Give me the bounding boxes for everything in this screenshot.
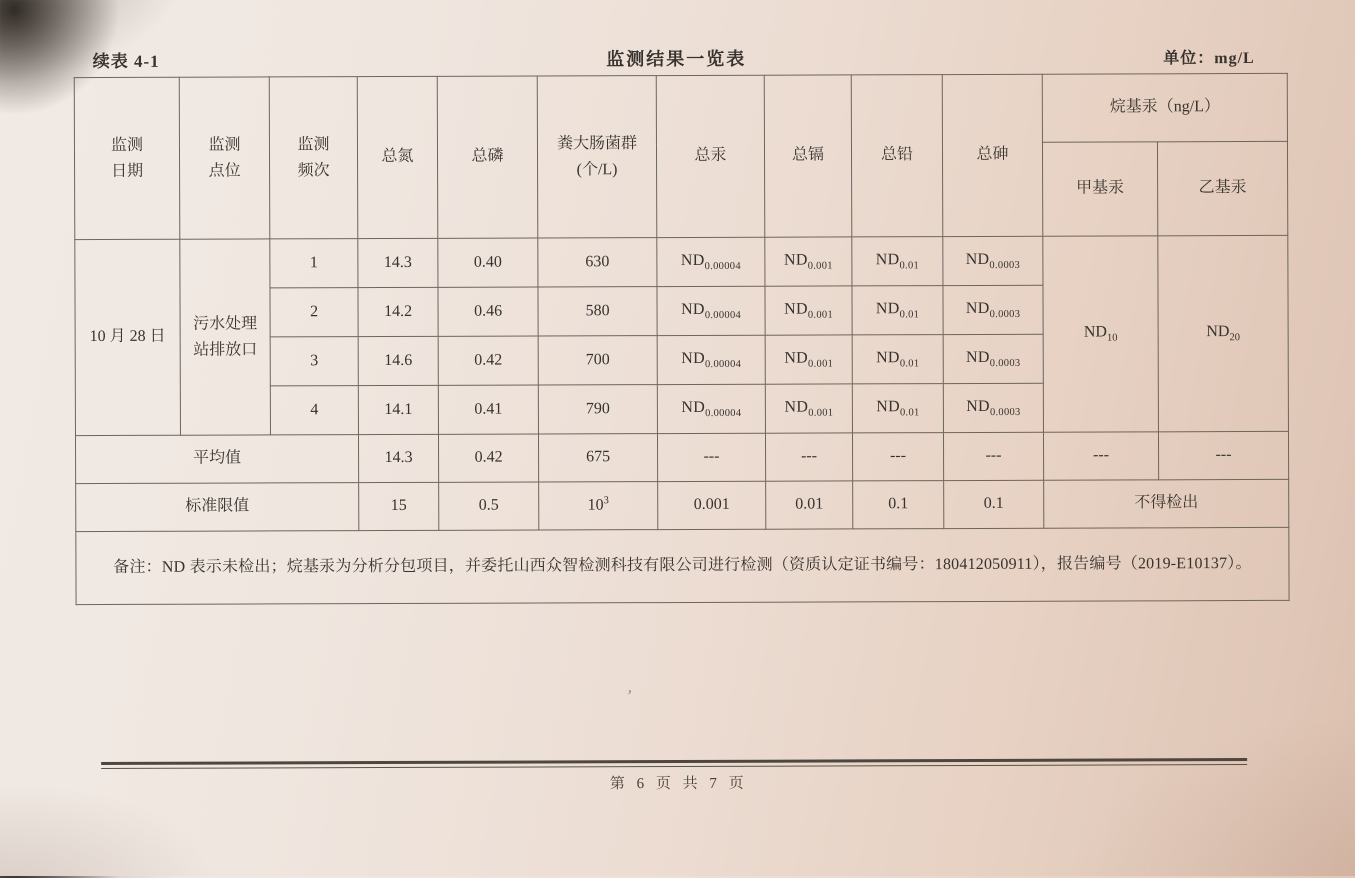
total-mercury-cell [657, 237, 765, 286]
nd-value: ND [784, 349, 809, 367]
total-arsenic-cell [943, 334, 1043, 383]
fecal-coliform-cell: 630 [538, 238, 657, 287]
nd-value: ND [783, 251, 808, 269]
total-arsenic-cell [943, 383, 1043, 432]
nd-detection-limit: 10 [1106, 332, 1118, 344]
total-nitrogen-cell: 14.1 [358, 385, 438, 434]
nd-detection-limit: 20 [1229, 332, 1240, 344]
nd-detection-limit: 0.001 [807, 260, 833, 272]
average-total-cadmium: --- [765, 433, 852, 481]
nd-detection-limit: 0.001 [808, 358, 834, 370]
col-header-date [74, 77, 180, 239]
point-cell-line1: 污水处理 [193, 315, 258, 333]
nd-value: ND [875, 250, 900, 269]
col-header-date-line2: 日期 [111, 162, 144, 180]
nd-detection-limit: 0.0003 [989, 406, 1021, 418]
limit-label: 标准限值 [76, 483, 359, 532]
average-total-mercury: --- [657, 433, 765, 481]
sample-row-1 [75, 235, 1288, 288]
paper-mark: ‚ [625, 675, 636, 697]
total-mercury-cell [657, 286, 765, 335]
nd-detection-limit: 0.01 [899, 407, 920, 419]
limit-alkyl-mercury: 不得检出 [1044, 479, 1289, 528]
methyl-mercury-cell [1043, 236, 1159, 432]
nd-detection-limit: 0.00004 [705, 407, 742, 419]
col-header-date-line1: 监测 [110, 136, 144, 154]
col-header-fecal-coliform-line2: (个/L) [576, 160, 618, 178]
total-arsenic-cell [943, 285, 1043, 334]
total-lead-cell [852, 286, 943, 335]
limit-total-lead: 0.1 [853, 481, 944, 529]
total-cadmium-cell [765, 237, 852, 286]
nd-value: ND [875, 299, 900, 318]
freq-cell: 1 [270, 239, 358, 288]
limit-total-arsenic: 0.1 [944, 480, 1044, 528]
freq-cell: 4 [270, 386, 358, 435]
page-title: 监测结果一览表 [606, 48, 747, 70]
total-lead-cell [852, 237, 943, 286]
nd-value: ND [681, 398, 706, 416]
col-header-fecal-coliform-line1: 粪大肠菌群 [556, 135, 638, 153]
nd-detection-limit: 0.01 [899, 309, 920, 321]
total-lead-cell [852, 335, 943, 384]
nd-value: ND [966, 397, 990, 415]
nd-value: ND [1083, 323, 1107, 341]
nd-value: ND [680, 251, 705, 269]
page-number: 第 6 页 共 7 页 [609, 775, 748, 793]
nd-value: ND [681, 300, 705, 318]
col-header-point [179, 77, 270, 239]
note-cell: 备注：ND 表示未检出；烷基汞为分析分包项目，并委托山西众智检测科技有限公司进行检测（资质认定证书编号：180412050911），报告编号（2019-E10137）。 [76, 527, 1289, 604]
col-header-frequency-line2: 频次 [297, 161, 330, 179]
average-methyl-mercury: --- [1043, 432, 1158, 480]
col-header-alkyl-mercury-group: 烷基汞（ng/L） [1042, 73, 1287, 142]
total-phosphorus-cell: 0.41 [438, 385, 538, 434]
nd-value: ND [681, 349, 705, 367]
nd-detection-limit: 0.001 [807, 309, 834, 321]
date-cell: 10 月 28 日 [75, 239, 181, 435]
total-lead-cell [852, 384, 943, 433]
limit-total-nitrogen: 15 [359, 482, 439, 530]
nd-value: ND [876, 397, 900, 416]
total-arsenic-cell [943, 236, 1043, 285]
nd-detection-limit: 0.00004 [704, 358, 742, 370]
average-row [75, 431, 1288, 483]
total-nitrogen-cell: 14.2 [358, 287, 438, 336]
col-header-point-line1: 监测 [208, 136, 241, 154]
total-phosphorus-cell: 0.46 [438, 287, 538, 336]
average-total-arsenic: --- [943, 432, 1043, 480]
nd-detection-limit: 0.01 [899, 260, 920, 272]
limit-total-cadmium: 0.01 [766, 481, 853, 529]
fecal-coliform-cell: 700 [538, 336, 657, 385]
col-header-total-lead: 总铅 [851, 75, 943, 237]
unit-label: 单位：mg/L [1163, 49, 1255, 68]
freq-cell: 3 [270, 337, 358, 386]
point-cell-line2: 站排放口 [193, 340, 258, 359]
col-header-total-arsenic: 总砷 [942, 74, 1043, 236]
col-header-fecal-coliform [537, 76, 657, 238]
nd-value: ND [965, 250, 990, 268]
total-nitrogen-cell: 14.6 [358, 336, 438, 385]
total-cadmium-cell [765, 384, 852, 433]
average-label: 平均值 [75, 435, 358, 484]
nd-detection-limit: 0.0003 [989, 357, 1021, 369]
footer-rule [101, 758, 1247, 769]
average-total-nitrogen: 14.3 [358, 434, 438, 482]
col-header-total-cadmium: 总镉 [764, 75, 852, 237]
nd-value: ND [876, 348, 900, 367]
fecal-coliform-cell: 580 [538, 287, 657, 336]
point-cell [180, 239, 271, 435]
nd-value: ND [1206, 323, 1230, 341]
note-row [76, 527, 1289, 604]
nd-detection-limit: 0.0003 [989, 308, 1021, 320]
total-phosphorus-cell: 0.42 [438, 336, 538, 385]
col-header-frequency-line1: 监测 [297, 136, 330, 154]
fecal-coliform-cell: 790 [538, 385, 657, 434]
ethyl-mercury-cell [1158, 235, 1289, 431]
standard-limit-row [76, 479, 1289, 531]
total-cadmium-cell [765, 335, 852, 384]
monitoring-results-table [74, 73, 1290, 605]
col-header-ethyl-mercury: 乙基汞 [1157, 141, 1287, 235]
limit-fecal-coliform [539, 482, 658, 530]
nd-detection-limit: 0.01 [899, 358, 920, 370]
col-header-point-line2: 点位 [208, 162, 241, 180]
total-phosphorus-cell: 0.40 [438, 238, 538, 287]
total-mercury-cell [657, 335, 765, 384]
nd-value: ND [784, 398, 809, 416]
average-fecal-coliform: 675 [538, 434, 657, 482]
freq-cell: 2 [270, 288, 358, 337]
limit-total-phosphorus: 0.5 [439, 482, 539, 530]
nd-detection-limit: 0.00004 [704, 260, 741, 272]
col-header-total-mercury: 总汞 [656, 75, 765, 237]
col-header-total-nitrogen: 总氮 [357, 76, 438, 238]
col-header-frequency [269, 77, 358, 239]
nd-value: ND [965, 299, 990, 317]
header-row-1 [74, 73, 1287, 145]
nd-detection-limit: 0.00004 [704, 309, 742, 321]
average-total-phosphorus: 0.42 [438, 434, 538, 482]
average-total-lead: --- [852, 433, 943, 481]
limit-value: 10 [587, 496, 604, 514]
col-header-total-phosphorus: 总磷 [437, 76, 538, 238]
nd-detection-limit: 0.001 [808, 407, 834, 419]
col-header-methyl-mercury: 甲基汞 [1042, 142, 1157, 236]
nd-value: ND [784, 300, 808, 318]
total-nitrogen-cell: 14.3 [358, 238, 438, 287]
average-ethyl-mercury: --- [1158, 431, 1288, 479]
nd-value: ND [965, 348, 990, 366]
table-continuation-label: 续表 4-1 [92, 51, 160, 72]
limit-total-mercury: 0.001 [658, 481, 766, 529]
limit-exponent: 3 [603, 495, 609, 507]
total-mercury-cell [657, 384, 765, 433]
total-cadmium-cell [765, 286, 852, 335]
nd-detection-limit: 0.0003 [989, 259, 1021, 271]
